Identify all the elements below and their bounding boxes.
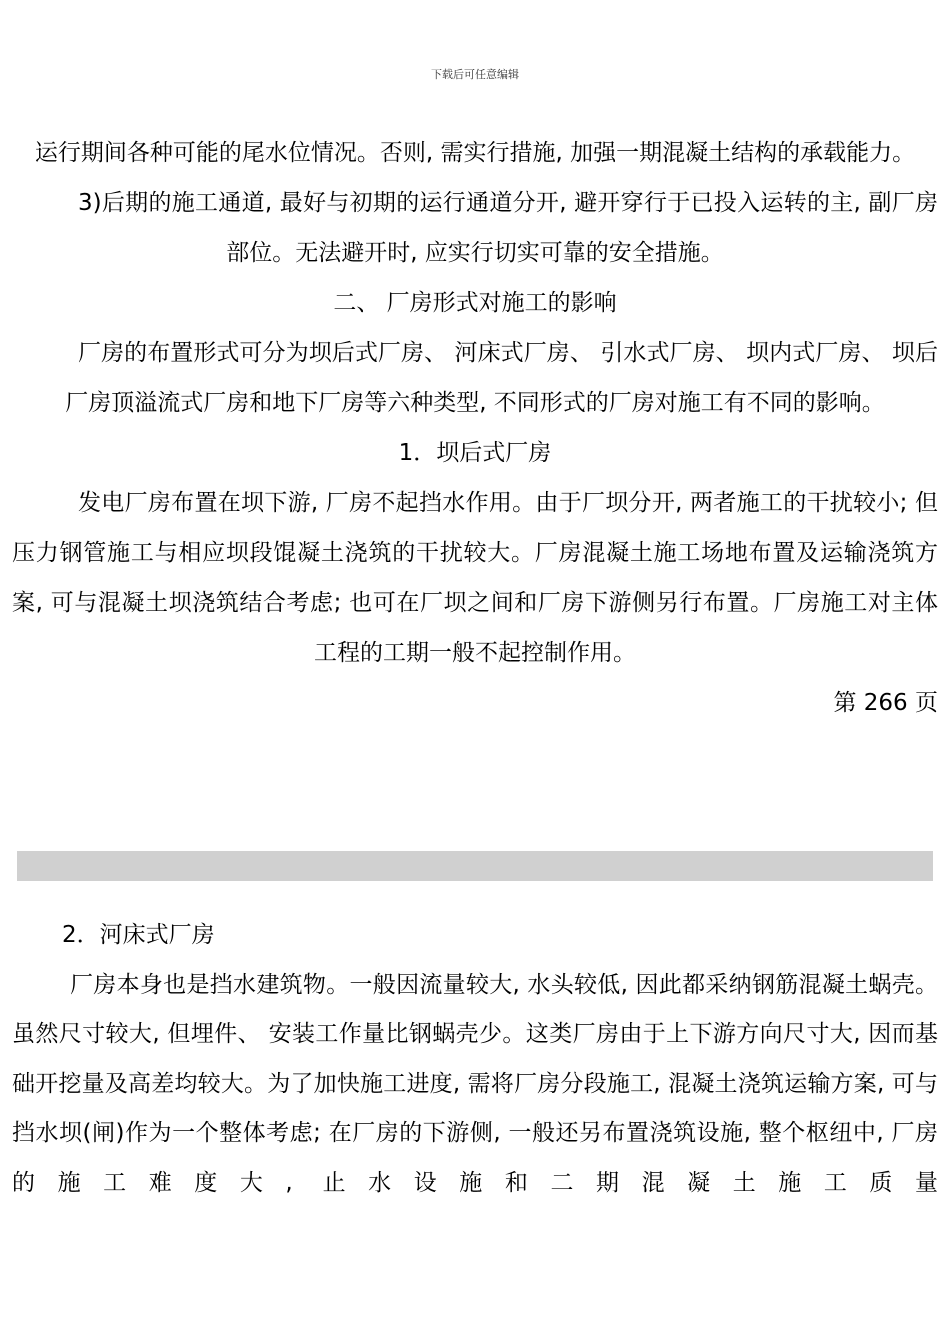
subsection-body-2: 厂房本身也是挡水建筑物。一般因流量较大, 水头较低, 因此都采纳钢筋混凝土蜗壳。虽然尺寸较大, 但埋件、 安装工作量比钢蜗壳少。这类厂房由于上下游方向尺寸大, 因而基础开挖量及高差均较大。为了加快施工进度, 需将厂房分段施工, 混凝土浇筑运输方案, 可与挡水坝(闸)作为一个整体考虑; 在厂房的下游侧, 一般还另布置浇筑设施, 整个枢纽中, 厂房的施工难度大, 止水设施和二期混凝土施工质量 bbox=[12, 971, 938, 1196]
section-heading: 二、 厂房形式对施工的影响 bbox=[333, 290, 617, 316]
download-note: 下载后可任意编辑 bbox=[431, 68, 519, 81]
page-separator bbox=[17, 851, 933, 881]
page-content-top bbox=[12, 128, 938, 728]
page-number: 第 266 页 bbox=[833, 690, 938, 716]
subsection-heading-1: 1．坝后式厂房 bbox=[398, 440, 552, 466]
subsection-body-1: 发电厂房布置在坝下游, 厂房不起挡水作用。由于厂坝分开, 两者施工的干扰较小; 但压力钢管施工与相应坝段馄凝土浇筑的干扰较大。厂房混凝土施工场地布置及运输浇筑方案, 可与混凝土坝浇筑结合考虑; 也可在厂坝之间和厂房下游侧另行布置。厂房施工对主体工程的工期一般不起控制作用。 bbox=[12, 490, 938, 666]
paragraph-continuation: 运行期间各种可能的尾水位情况。否则, 需实行措施, 加强一期混凝土结构的承载能力。 bbox=[34, 140, 916, 166]
page-content-bottom bbox=[12, 911, 938, 1208]
list-item-3: 3)后期的施工通道, 最好与初期的运行通道分开, 避开穿行于已投入运转的主, 副厂房部位。无法避开时, 应实行切实可靠的安全措施。 bbox=[78, 190, 938, 266]
intro-paragraph: 厂房的布置形式可分为坝后式厂房、 河床式厂房、 引水式厂房、 坝内式厂房、 坝后厂房顶溢流式厂房和地下厂房等六种类型, 不同形式的厂房对施工有不同的影响。 bbox=[65, 340, 938, 416]
subsection-heading-2: 2．河床式厂房 bbox=[62, 922, 215, 948]
